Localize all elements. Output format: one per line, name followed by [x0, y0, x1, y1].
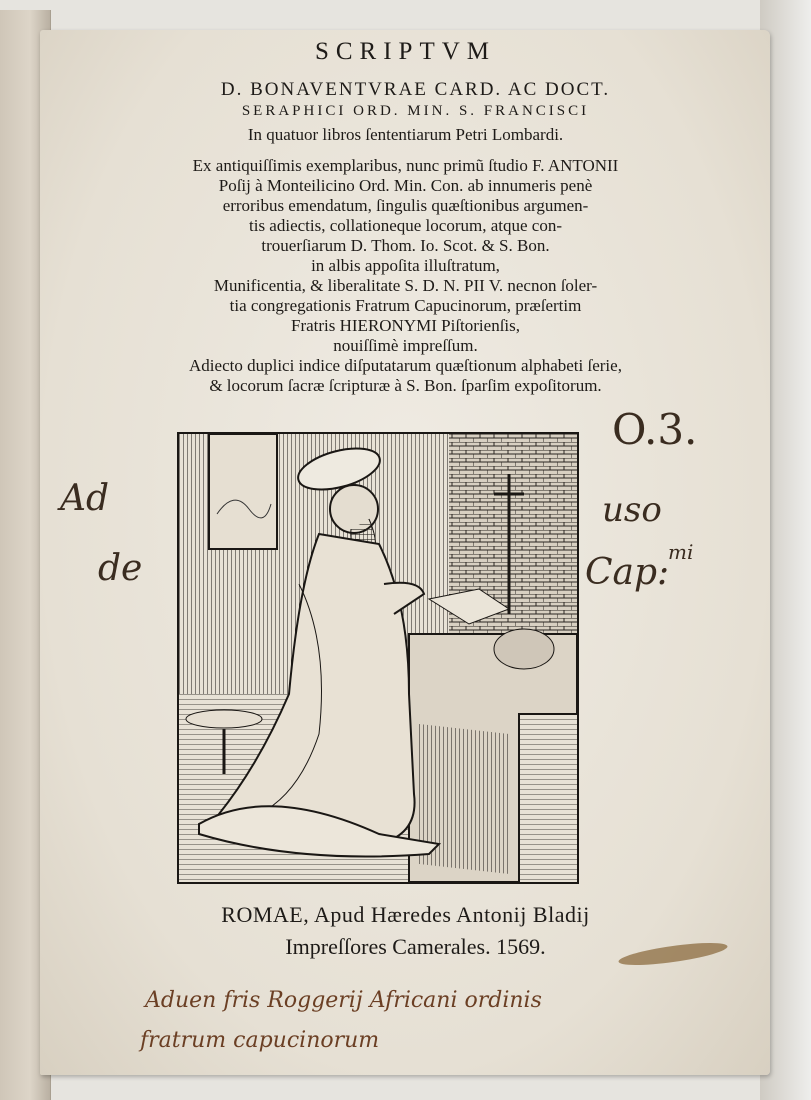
text-line: tis adiectis, collationeque locorum, atque con-	[249, 216, 562, 235]
text-line: nouiſſimè impreſſum.	[333, 336, 478, 355]
text-line: erroribus emendatum, ſingulis quæſtionibus argumen-	[222, 196, 589, 215]
handwritten-note-left: Ad	[60, 478, 110, 519]
text-line: Munificentia, & liberalitate S. D. N. PII V. necnon ſoler-	[213, 276, 598, 295]
title-line: SCRIPTVM	[314, 38, 497, 65]
imprint-date-line: Impreſſores Camerales. 1569.	[285, 934, 546, 959]
woodcut-illustration	[177, 432, 579, 884]
handwritten-note-right: Cap:	[585, 552, 670, 593]
praying-saint-woodcut	[179, 434, 577, 882]
shelfmark-annotation: O.3.	[612, 405, 698, 454]
order-line: SERAPHICI ORD. MIN. S. FRANCISCI	[241, 103, 590, 119]
text-line: Poſij à Monteilicino Ord. Min. Con. ab innumeris penè	[218, 176, 593, 195]
subtitle-line: In quatuor libros ſententiarum Petri Lombardi.	[247, 125, 564, 144]
ownership-inscription: Aduen fris Roggerij Africani ordinis	[145, 988, 542, 1013]
handwritten-note-right: mi	[668, 540, 694, 564]
text-line: Ex antiquiſſimis exemplaribus, nunc primũ ſtudio F. ANTONII	[192, 156, 619, 175]
ownership-inscription: fratrum capucinorum	[140, 1028, 380, 1053]
imprint-line: ROMAE, Apud Hæredes Antonij Bladij	[221, 902, 590, 927]
text-line: tia congregationis Fratrum Capucinorum, præſertim	[229, 296, 582, 315]
text-line: in albis appoſita illuſtratum,	[311, 256, 500, 275]
text-line: trouerſiarum D. Thom. Io. Scot. & S. Bon.	[261, 236, 550, 255]
handwritten-note-left: de	[98, 548, 143, 589]
text-line: Adiecto duplici indice diſputatarum quæſtionum alphabeti ſerie,	[189, 356, 622, 375]
author-line: D. BONAVENTVRAE CARD. AC DOCT.	[220, 79, 611, 100]
text-line: & locorum ſacræ ſcripturæ à S. Bon. ſparſim expoſitorum.	[209, 376, 602, 395]
handwritten-note-right: uso	[602, 490, 662, 530]
text-line: Fratris HIERONYMI Piſtorienſis,	[290, 316, 521, 335]
